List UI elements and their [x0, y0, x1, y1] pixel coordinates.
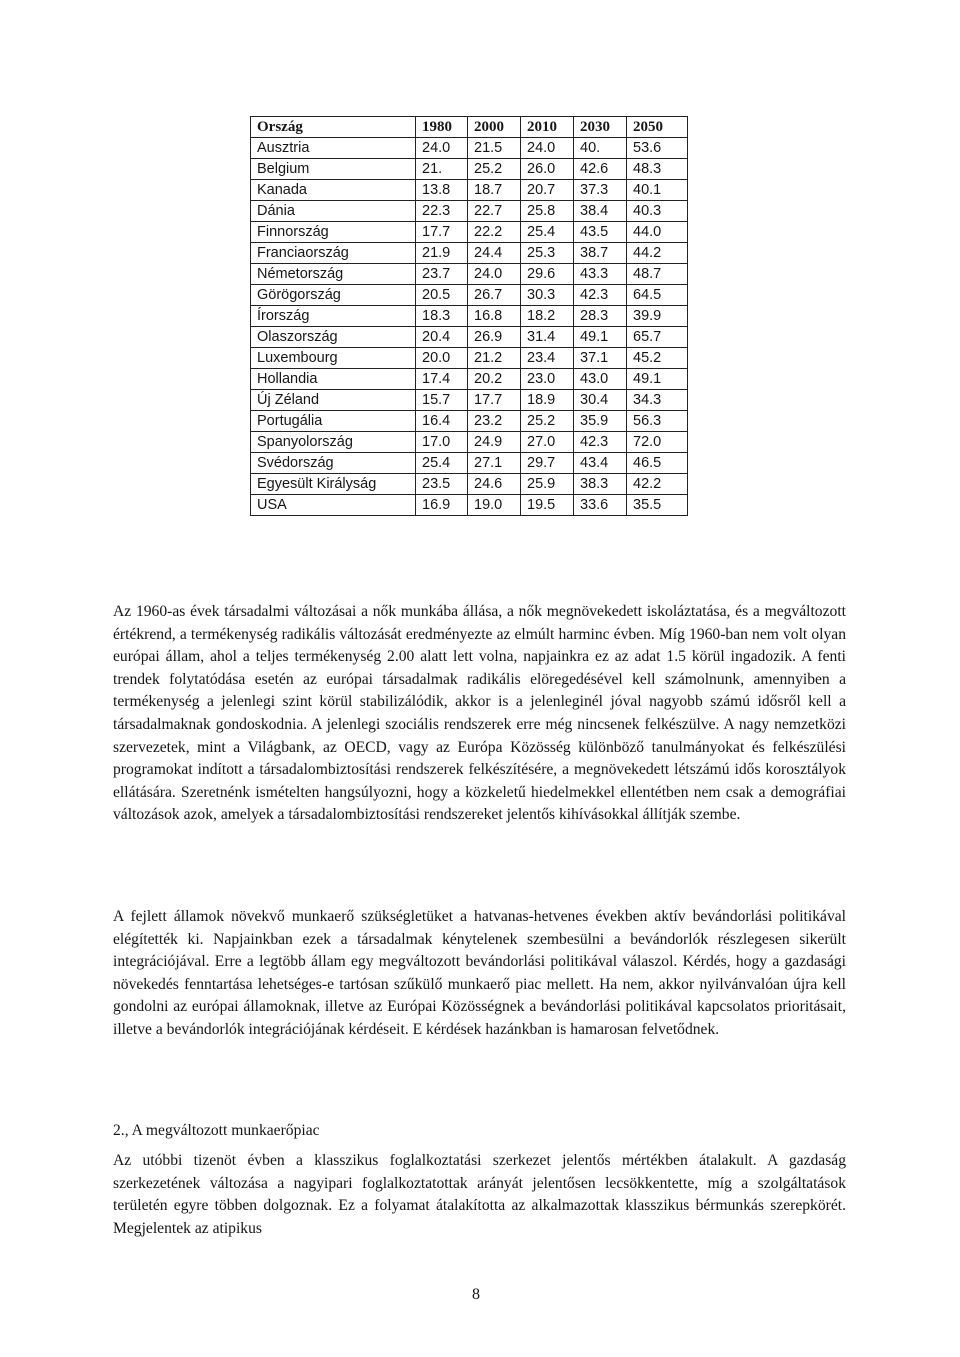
value-cell: 39.9 [627, 306, 688, 327]
value-cell: 64.5 [627, 285, 688, 306]
value-cell: 72.0 [627, 432, 688, 453]
table-row [251, 201, 688, 222]
value-cell: 20.0 [416, 348, 468, 369]
value-cell: 18.2 [521, 306, 574, 327]
value-cell: 42.6 [574, 159, 627, 180]
country-cell: Ausztria [251, 138, 416, 159]
table-row [251, 474, 688, 495]
table-row [251, 495, 688, 516]
paragraph-demographic-change: Az 1960-as évek társadalmi változásai a nők munkába állása, a nők megnövekedett iskoláztatása, és a megváltozott értékrend, a termékenység radikális változását eredményezte az elmúlt harminc évben. Míg 1960-ban nem volt olyan európai állam, ahol a teljes termékenység 2.00 alatt lett volna, napjainkra ez az adat 1.5 körül ingadozik. A fenti trendek folytatódása esetén az európai társadalmak radikális elöregedésével kell számolnunk, amennyiben a termékenység a jelenlegi szint körül stabilizálódik, akkor is a jelenleginél jóval nagyobb számú idősről kell a társadalmaknak gondoskodnia. A jelenlegi szociális rendszerek erre még nincsenek felkészülve. A nagy nemzetközi szervezetek, mint a Világbank, az OECD, vagy az Európa Közösség különböző tanulmányokat és felkészülési programokat indított a társadalombiztosítási rendszerek felkészítésére, a megnövekedett létszámú idős korosztályok ellátására. Szeretnénk ismételten hangsúlyozni, hogy a közkeletű hiedelmekkel ellentétben nem csak a demográfiai változások azok, amelyek a társadalombiztosítási rendszereket jelentős kihívásokkal állítják szembe. [113, 603, 846, 824]
table-row [251, 411, 688, 432]
value-cell: 22.7 [468, 201, 521, 222]
page-number: 8 [472, 1286, 480, 1303]
value-cell: 31.4 [521, 327, 574, 348]
table-row [251, 453, 688, 474]
table-row [251, 243, 688, 264]
country-cell: Németország [251, 264, 416, 285]
value-cell: 30.4 [574, 390, 627, 411]
value-cell: 25.9 [521, 474, 574, 495]
value-cell: 43.0 [574, 369, 627, 390]
table-row [251, 222, 688, 243]
country-cell: Belgium [251, 159, 416, 180]
value-cell: 18.3 [416, 306, 468, 327]
value-cell: 49.1 [627, 369, 688, 390]
value-cell: 46.5 [627, 453, 688, 474]
section-heading: 2., A megváltozott munkaerőpiac [113, 1122, 320, 1139]
value-cell: 20.5 [416, 285, 468, 306]
value-cell: 24.0 [416, 138, 468, 159]
value-cell: 42.3 [574, 285, 627, 306]
header-country: Ország [251, 117, 416, 138]
value-cell: 26.9 [468, 327, 521, 348]
value-cell: 24.4 [468, 243, 521, 264]
value-cell: 43.3 [574, 264, 627, 285]
value-cell: 24.6 [468, 474, 521, 495]
table-row [251, 390, 688, 411]
value-cell: 42.2 [627, 474, 688, 495]
value-cell: 42.3 [574, 432, 627, 453]
value-cell: 29.6 [521, 264, 574, 285]
value-cell: 23.0 [521, 369, 574, 390]
value-cell: 37.3 [574, 180, 627, 201]
country-cell: Hollandia [251, 369, 416, 390]
value-cell: 44.2 [627, 243, 688, 264]
country-cell: Dánia [251, 201, 416, 222]
table-row [251, 369, 688, 390]
paragraph-immigration: A fejlett államok növekvő munkaerő szükségletüket a hatvanas-hetvenes években aktív bevándorlási politikával elégítették ki. Napjainkban ezek a társadalmak kénytelenek szembesülni a bevándorlók részlegesen sikerült integrációjával. Erre a legtöbb állam egy megváltozott bevándorlási politikával válaszol. Kérdés, hogy a gazdasági növekedés fenntartása lehetséges-e tartósan szűkülő munkaerő piac mellett. Ha nem, akkor nyilvánvalóan újra kell gondolni az európai államoknak, illetve az Európai Közösségnek a bevándorlási politikával kapcsolatos prioritásait, illetve a bevándorlók integrációjának kérdéseit. E kérdések hazánkban is hamarosan felvetődnek. [113, 908, 846, 1038]
table-row [251, 348, 688, 369]
value-cell: 17.0 [416, 432, 468, 453]
value-cell: 23.7 [416, 264, 468, 285]
value-cell: 38.4 [574, 201, 627, 222]
header-2010: 2010 [521, 117, 574, 138]
value-cell: 16.9 [416, 495, 468, 516]
value-cell: 17.7 [416, 222, 468, 243]
value-cell: 16.8 [468, 306, 521, 327]
value-cell: 17.7 [468, 390, 521, 411]
aging-ratio-table [250, 116, 688, 516]
country-cell: Írország [251, 306, 416, 327]
country-cell: Svédország [251, 453, 416, 474]
value-cell: 26.0 [521, 159, 574, 180]
value-cell: 20.2 [468, 369, 521, 390]
value-cell: 25.8 [521, 201, 574, 222]
paragraph-labour-market: Az utóbbi tizenöt évben a klasszikus foglalkoztatási szerkezet jelentős mértékben átalakult. A gazdaság szerkezetének változása a nagyipari foglalkoztatottak arányát jelentősen lecsökkentette, míg a szolgáltatások területén egyre többen dolgoznak. Ez a folyamat átalakította az alkalmazottak klasszikus bérmunkás szerepkörét. Megjelentek az atipikus [113, 1152, 846, 1237]
value-cell: 25.2 [521, 411, 574, 432]
table-row [251, 180, 688, 201]
value-cell: 18.7 [468, 180, 521, 201]
value-cell: 25.3 [521, 243, 574, 264]
value-cell: 22.3 [416, 201, 468, 222]
header-2000: 2000 [468, 117, 521, 138]
table-row [251, 327, 688, 348]
value-cell: 28.3 [574, 306, 627, 327]
country-cell: Új Zéland [251, 390, 416, 411]
value-cell: 21.2 [468, 348, 521, 369]
value-cell: 40.3 [627, 201, 688, 222]
country-cell: Portugália [251, 411, 416, 432]
value-cell: 43.5 [574, 222, 627, 243]
value-cell: 48.3 [627, 159, 688, 180]
value-cell: 35.9 [574, 411, 627, 432]
value-cell: 16.4 [416, 411, 468, 432]
value-cell: 65.7 [627, 327, 688, 348]
value-cell: 34.3 [627, 390, 688, 411]
value-cell: 43.4 [574, 453, 627, 474]
table-row [251, 285, 688, 306]
country-cell: Egyesült Királyság [251, 474, 416, 495]
value-cell: 40.1 [627, 180, 688, 201]
value-cell: 25.4 [416, 453, 468, 474]
table-row [251, 306, 688, 327]
header-1980: 1980 [416, 117, 468, 138]
value-cell: 19.5 [521, 495, 574, 516]
value-cell: 25.4 [521, 222, 574, 243]
value-cell: 35.5 [627, 495, 688, 516]
value-cell: 23.4 [521, 348, 574, 369]
value-cell: 21. [416, 159, 468, 180]
value-cell: 27.0 [521, 432, 574, 453]
table-row [251, 159, 688, 180]
value-cell: 21.9 [416, 243, 468, 264]
value-cell: 33.6 [574, 495, 627, 516]
value-cell: 18.9 [521, 390, 574, 411]
table-row [251, 264, 688, 285]
value-cell: 30.3 [521, 285, 574, 306]
country-cell: Kanada [251, 180, 416, 201]
value-cell: 44.0 [627, 222, 688, 243]
value-cell: 48.7 [627, 264, 688, 285]
value-cell: 20.7 [521, 180, 574, 201]
value-cell: 13.8 [416, 180, 468, 201]
value-cell: 24.0 [468, 264, 521, 285]
country-cell: Luxembourg [251, 348, 416, 369]
header-2050: 2050 [627, 117, 688, 138]
value-cell: 53.6 [627, 138, 688, 159]
country-cell: Spanyolország [251, 432, 416, 453]
value-cell: 37.1 [574, 348, 627, 369]
value-cell: 25.2 [468, 159, 521, 180]
table-row [251, 138, 688, 159]
value-cell: 22.2 [468, 222, 521, 243]
value-cell: 40. [574, 138, 627, 159]
value-cell: 23.2 [468, 411, 521, 432]
header-2030: 2030 [574, 117, 627, 138]
value-cell: 29.7 [521, 453, 574, 474]
value-cell: 38.7 [574, 243, 627, 264]
value-cell: 45.2 [627, 348, 688, 369]
value-cell: 20.4 [416, 327, 468, 348]
value-cell: 56.3 [627, 411, 688, 432]
table-header-row [251, 117, 688, 138]
value-cell: 24.0 [521, 138, 574, 159]
table-row [251, 432, 688, 453]
value-cell: 24.9 [468, 432, 521, 453]
country-cell: USA [251, 495, 416, 516]
value-cell: 17.4 [416, 369, 468, 390]
country-cell: Franciaország [251, 243, 416, 264]
value-cell: 49.1 [574, 327, 627, 348]
value-cell: 26.7 [468, 285, 521, 306]
country-cell: Olaszország [251, 327, 416, 348]
country-cell: Finnország [251, 222, 416, 243]
value-cell: 15.7 [416, 390, 468, 411]
value-cell: 38.3 [574, 474, 627, 495]
value-cell: 21.5 [468, 138, 521, 159]
country-cell: Görögország [251, 285, 416, 306]
value-cell: 27.1 [468, 453, 521, 474]
value-cell: 19.0 [468, 495, 521, 516]
table-body [251, 138, 688, 516]
value-cell: 23.5 [416, 474, 468, 495]
